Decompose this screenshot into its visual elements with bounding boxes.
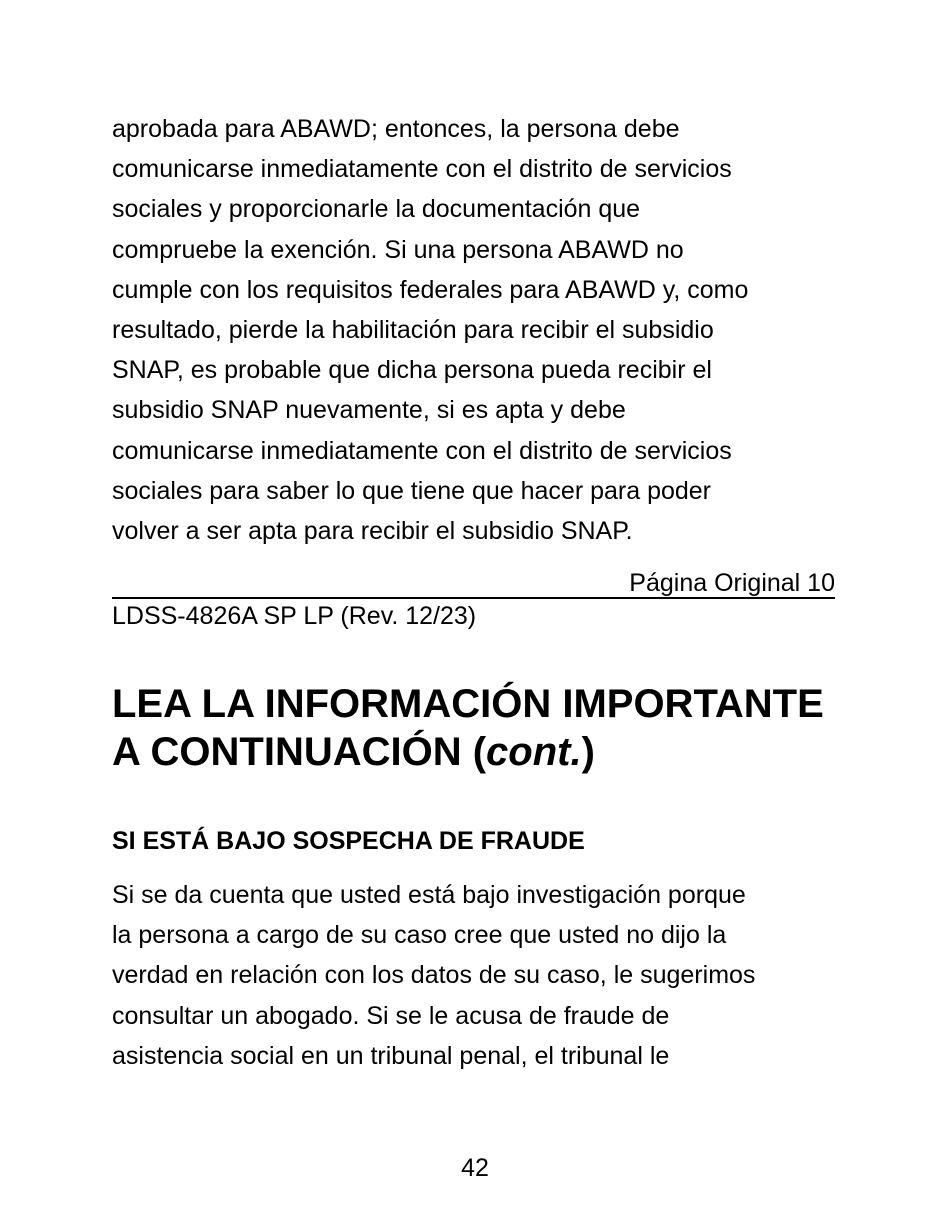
- paragraph-line: la persona a cargo de su caso cree que usted no dijo la: [112, 921, 727, 950]
- paragraph-line: comunicarse inmediatamente con el distrito de servicios: [112, 155, 732, 184]
- section-heading-suffix: ): [581, 730, 595, 774]
- intro-paragraph: [112, 109, 836, 551]
- section-heading-line-1: LEA LA INFORMACIÓN IMPORTANTE: [112, 682, 824, 726]
- section-heading-line-2: [112, 728, 836, 776]
- paragraph-line: consultar un abogado. Si se le acusa de fraude de: [112, 1001, 670, 1030]
- section-heading: [112, 680, 836, 776]
- page-number: 42: [461, 1154, 489, 1182]
- paragraph-line: verdad en relación con los datos de su caso, le sugerimos: [112, 961, 756, 990]
- section-heading-italic: cont.: [486, 730, 582, 774]
- paragraph-line: sociales y proporcionarle la documentación que: [112, 195, 641, 224]
- paragraph-line: aprobada para ABAWD; entonces, la persona debe: [112, 115, 680, 143]
- fraud-subheading: SI ESTÁ BAJO SOSPECHA DE FRAUDE: [112, 827, 585, 855]
- paragraph-line: volver a ser apta para recibir el subsidio SNAP.: [112, 517, 633, 546]
- paragraph-line: SNAP, es probable que dicha persona pueda recibir el: [112, 356, 712, 385]
- paragraph-line: comunicarse inmediatamente con el distrito de servicios: [112, 436, 732, 465]
- paragraph-line: asistencia social en un tribunal penal, el tribunal le: [112, 1041, 670, 1070]
- paragraph-line: Si se da cuenta que usted está bajo investigación porque: [112, 881, 746, 909]
- paragraph-line: cumple con los requisitos federales para ABAWD y, como: [112, 275, 749, 304]
- original-page-label: Página Original 10: [629, 569, 835, 597]
- paragraph-line: compruebe la exención. Si una persona ABAWD no: [112, 235, 684, 264]
- form-code: LDSS-4826A SP LP (Rev. 12/23): [112, 602, 477, 630]
- paragraph-line: sociales para saber lo que tiene que hacer para poder: [112, 476, 712, 505]
- section-heading-prefix: A CONTINUACIÓN (: [112, 730, 487, 774]
- divider-rule: [112, 597, 835, 599]
- paragraph-line: resultado, pierde la habilitación para recibir el subsidio: [112, 316, 714, 345]
- paragraph-line: subsidio SNAP nuevamente, si es apta y debe: [112, 396, 626, 425]
- fraud-paragraph: [112, 875, 836, 1076]
